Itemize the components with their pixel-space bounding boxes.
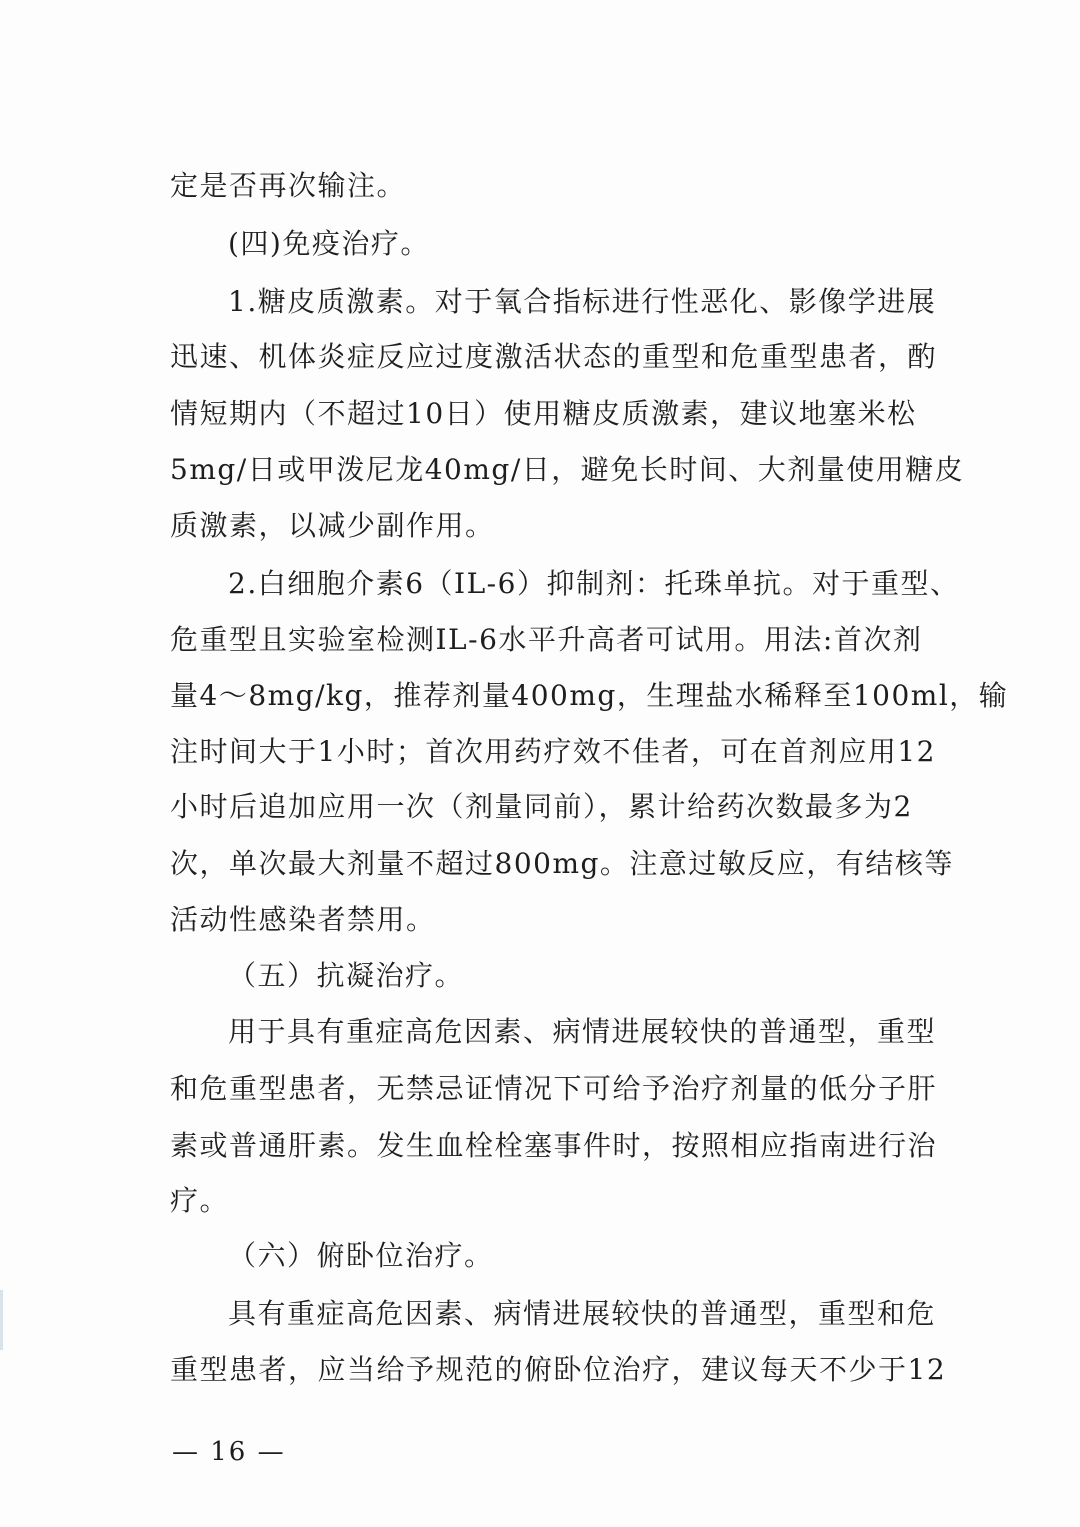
- text-line: 5mg/日或甲泼尼龙40mg/日，避免长时间、大剂量使用糖皮: [170, 453, 965, 486]
- section-heading: (四)免疫治疗。: [228, 227, 430, 260]
- text-line: 用于具有重症高危因素、病情进展较快的普通型，重型: [228, 1015, 937, 1048]
- section-heading: （六）俯卧位治疗。: [228, 1239, 494, 1272]
- text-line: 量4～8mg/kg，推荐剂量400mg，生理盐水稀释至100ml，输: [170, 679, 1009, 712]
- text-line: 质激素，以减少副作用。: [170, 509, 495, 542]
- text-line: 具有重症高危因素、病情进展较快的普通型，重型和危: [228, 1297, 937, 1330]
- text-line: 情短期内（不超过10日）使用糖皮质激素，建议地塞米松: [170, 397, 917, 430]
- text-line: 危重型且实验室检测IL-6水平升高者可试用。用法:首次剂: [170, 623, 923, 656]
- section-heading: （五）抗凝治疗。: [228, 959, 465, 992]
- text-line: 重型患者，应当给予规范的俯卧位治疗，建议每天不少于12: [170, 1353, 947, 1386]
- text-line: 2.白细胞介素6（IL-6）抑制剂：托珠单抗。对于重型、: [228, 567, 960, 600]
- text-line: 疗。: [170, 1184, 230, 1217]
- text-line: 素或普通肝素。发生血栓栓塞事件时，按照相应指南进行治: [170, 1129, 938, 1162]
- text-line: 活动性感染者禁用。: [170, 903, 436, 936]
- text-line: 定是否再次输注。: [170, 169, 407, 202]
- text-line: 迅速、机体炎症反应过度激活状态的重型和危重型患者，酌: [170, 340, 938, 373]
- scan-edge-mark: [0, 1290, 3, 1350]
- page-number: — 16 —: [172, 1437, 286, 1467]
- text-line: 和危重型患者，无禁忌证情况下可给予治疗剂量的低分子肝: [170, 1072, 938, 1105]
- text-line: 1.糖皮质激素。对于氧合指标进行性恶化、影像学进展: [228, 285, 937, 318]
- text-line: 小时后追加应用一次（剂量同前），累计给药次数最多为2: [170, 790, 913, 823]
- text-line: 注时间大于1小时；首次用药疗效不佳者，可在首剂应用12: [170, 735, 936, 768]
- text-line: 次，单次最大剂量不超过800mg。注意过敏反应，有结核等: [170, 847, 954, 880]
